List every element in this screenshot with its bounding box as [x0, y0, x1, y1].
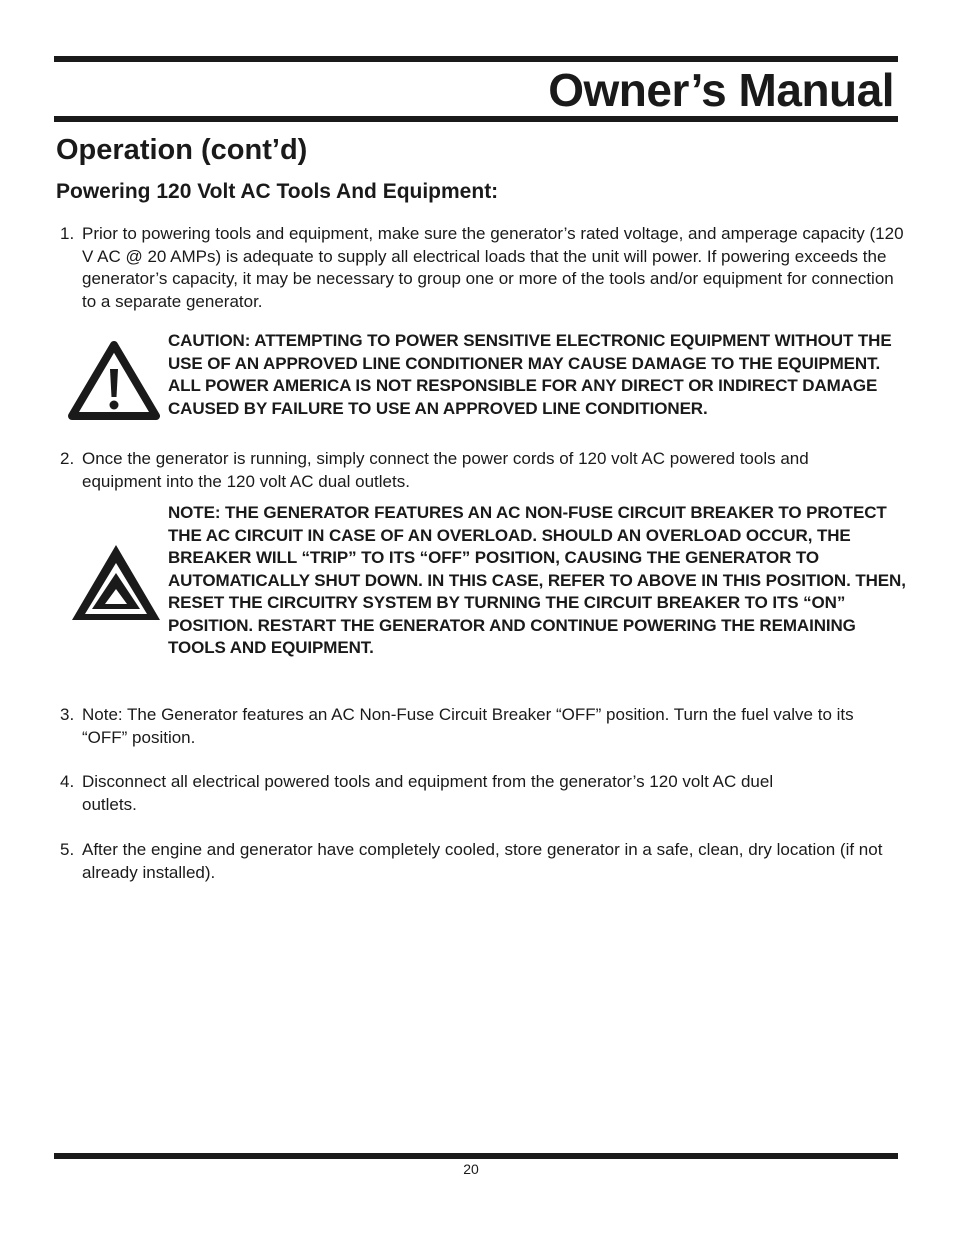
step-text: Disconnect all electrical powered tools and equipment from the generator’s 120 volt AC duel outlets.	[82, 772, 774, 814]
page-number: 20	[463, 1161, 479, 1177]
step-4	[60, 771, 906, 816]
step-text: Once the generator is running, simply connect the power cords of 120 volt AC powered tools and equipment into the 120 volt AC dual outlets.	[82, 449, 809, 491]
page-header-title: Owner’s Manual	[548, 64, 894, 116]
caution-callout: CAUTION: ATTEMPTING TO POWER SENSITIVE ELECTRONIC EQUIPMENT WITHOUT THE USE OF AN APPROVED LINE CONDITIONER MAY CAUSE DAMAGE TO THE EQUIPMENT. ALL POWER AMERICA IS NOT RESPONSIBLE FOR ANY DIRECT OR INDIRECT DAMAGE CAUSED BY FAILURE TO USE AN APPROVED LINE CONDITIONER.	[168, 331, 892, 418]
step-text: Prior to powering tools and equipment, make sure the generator’s rated voltage, and amperage capacity (120 V AC @ 20 AMPs) is adequate to supply all electrical loads that the unit will power. If powering exceeds the generator’s capacity, it may be necessary to group one or more of the tools and/or equipment for connection to a separate generator.	[82, 224, 904, 311]
note-triangle-icon	[70, 542, 162, 627]
note-callout: NOTE: THE GENERATOR FEATURES AN AC NON-FUSE CIRCUIT BREAKER TO PROTECT THE AC CIRCUIT IN CASE OF AN OVERLOAD. SHOULD AN OVERLOAD OCCUR, THE BREAKER WILL “TRIP” TO ITS “OFF” POSITION, CAUSING THE GENERATOR TO AUTOMATICALLY SHUT DOWN. IN THIS CASE, REFER TO ABOVE IN THIS POSITION. THEN, RESET THE CIRCUITRY SYSTEM BY TURNING THE CIRCUIT BREAKER TO ITS “ON” POSITION. RESTART THE GENERATOR AND CONTINUE POWERING THE REMAINING TOOLS AND EQUIPMENT.	[168, 503, 906, 657]
step-number: 1.	[60, 224, 75, 243]
step-number: 2.	[60, 449, 75, 468]
warning-exclamation-icon	[68, 340, 160, 427]
step-text: Note: The Generator features an AC Non-Fuse Circuit Breaker “OFF” position. Turn the fuel valve to its “OFF” position.	[82, 705, 854, 747]
step-5	[60, 839, 906, 884]
step-number: 3.	[60, 705, 75, 724]
header-bottom-rule	[54, 116, 898, 122]
step-1	[60, 223, 906, 313]
step-number: 5.	[60, 840, 75, 859]
section-title: Operation (cont’d)	[56, 134, 308, 166]
step-2	[60, 448, 906, 493]
subsection-title: Powering 120 Volt AC Tools And Equipment:	[56, 180, 499, 203]
step-text: After the engine and generator have completely cooled, store generator in a safe, clean, dry location (if not already installed).	[82, 840, 883, 882]
step-3	[60, 704, 906, 749]
step-number: 4.	[60, 772, 75, 791]
footer-rule	[54, 1153, 898, 1159]
